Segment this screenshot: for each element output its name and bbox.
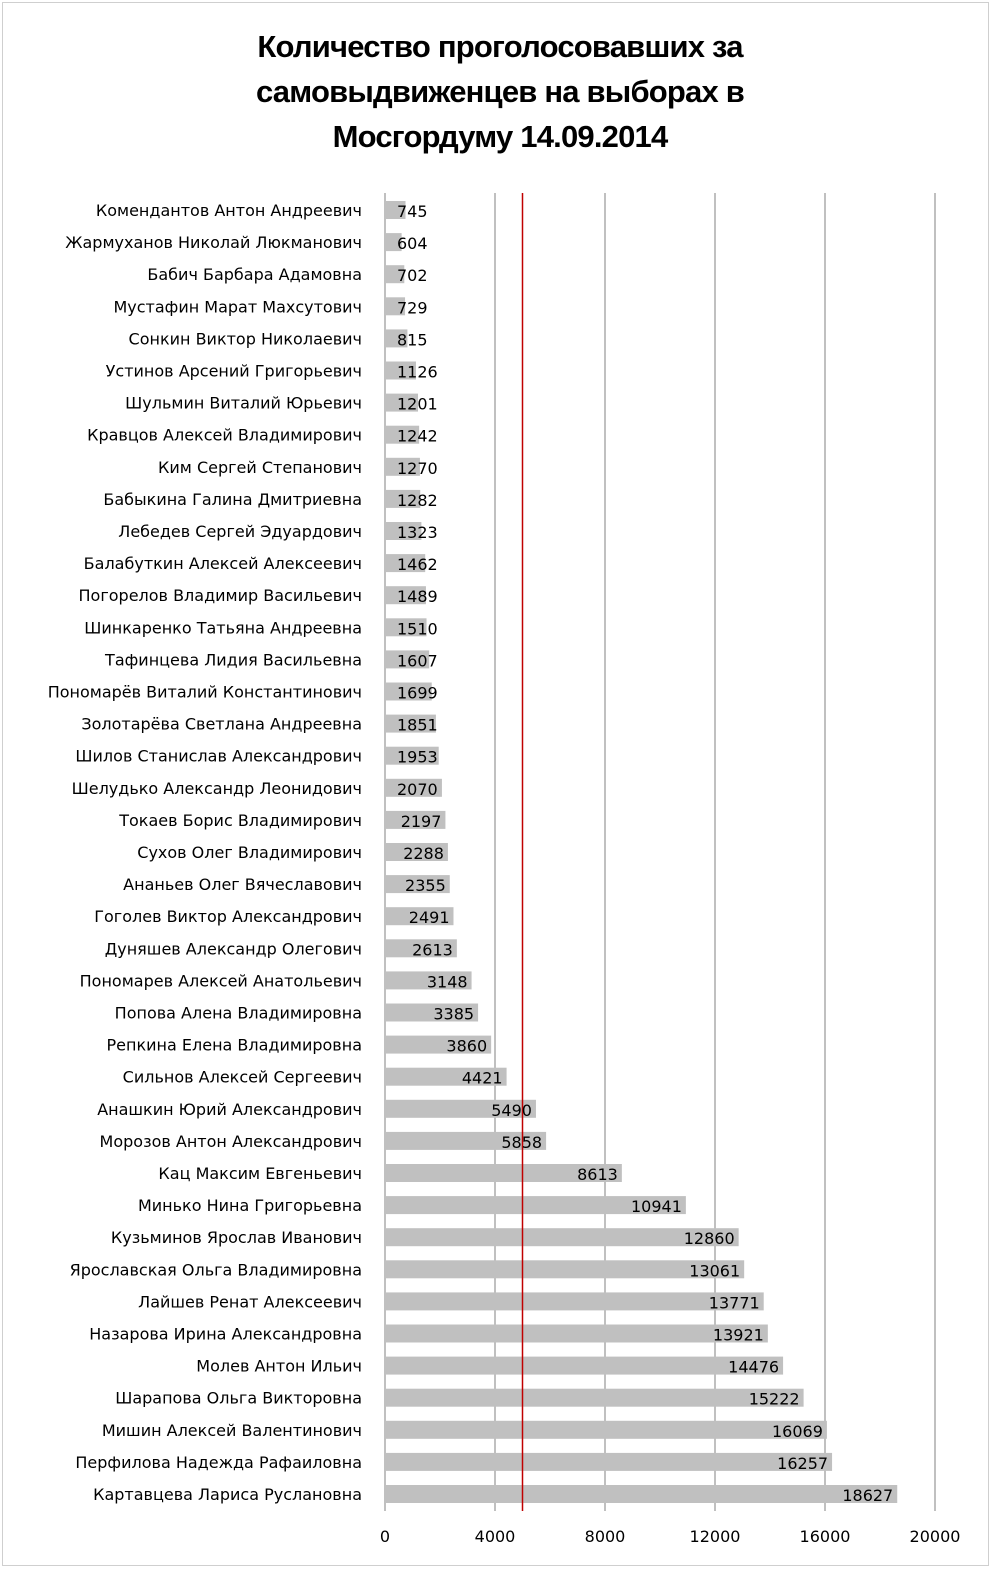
x-tick-label: 20000 — [909, 1527, 961, 1546]
value-label: 13061 — [689, 1261, 741, 1281]
bar — [385, 1485, 897, 1503]
category-label: Погорелов Владимир Васильевич — [78, 586, 362, 606]
value-label: 1953 — [397, 747, 438, 767]
x-tick-label: 8000 — [584, 1527, 626, 1546]
value-label: 1851 — [397, 715, 438, 735]
value-label: 2197 — [400, 811, 442, 831]
chart-title-line-3: Мосгордуму 14.09.2014 — [332, 119, 668, 154]
category-label: Пономарев Алексей Анатольевич — [79, 971, 362, 991]
category-label: Устинов Арсений Григорьевич — [105, 361, 362, 381]
category-label: Сильнов Алексей Сергеевич — [122, 1067, 362, 1087]
bar — [385, 1389, 804, 1407]
value-label: 1323 — [397, 523, 438, 542]
category-label: Репкина Елена Владимировна — [106, 1035, 362, 1055]
value-label: 1462 — [397, 555, 438, 575]
value-label: 2288 — [403, 844, 444, 863]
value-label: 2613 — [412, 940, 453, 960]
value-label: 14476 — [728, 1357, 780, 1377]
value-label: 5490 — [491, 1100, 532, 1120]
category-label: Попова Алена Владимировна — [114, 1003, 362, 1023]
category-label: Минько Нина Григорьевна — [137, 1196, 362, 1216]
category-label: Анашкин Юрий Александрович — [97, 1099, 362, 1119]
category-label: Бабыкина Галина Дмитриевна — [103, 489, 362, 509]
category-label: Шарапова Ольга Викторовна — [115, 1388, 362, 1408]
value-label: 4421 — [461, 1068, 503, 1088]
value-label: 729 — [397, 298, 428, 318]
category-label: Мустафин Марат Махсутович — [113, 297, 362, 317]
value-label: 12860 — [683, 1229, 735, 1249]
gridlines — [385, 193, 935, 1511]
category-label: Бабич Барбара Адамовна — [147, 265, 362, 285]
value-label: 604 — [397, 234, 428, 254]
category-labels — [48, 201, 362, 1504]
category-label: Гоголев Виктор Александрович — [94, 907, 362, 927]
category-label: Морозов Антон Александрович — [99, 1131, 362, 1151]
value-label: 1270 — [397, 458, 438, 478]
bar — [385, 1421, 827, 1439]
category-label: Балабуткин Алексей Алексеевич — [83, 554, 362, 574]
value-label: 1510 — [397, 619, 438, 639]
category-label: Шинкаренко Татьяна Андреевна — [84, 618, 362, 638]
category-label: Кравцов Алексей Владимирович — [87, 425, 362, 445]
value-label: 1126 — [397, 362, 438, 382]
bar — [385, 1292, 764, 1313]
x-tick-label: 12000 — [689, 1527, 741, 1546]
value-label: 1489 — [397, 587, 438, 607]
value-label: 15222 — [748, 1389, 800, 1409]
value-label: 815 — [397, 330, 428, 350]
category-label: Жармуханов Николай Люкманович — [65, 233, 362, 253]
category-label: Токаев Борис Владимирович — [119, 810, 362, 830]
value-label: 702 — [397, 266, 428, 286]
category-label: Сухов Олег Владимирович — [137, 843, 362, 862]
value-label: 10941 — [630, 1197, 682, 1217]
category-label: Лайшев Ренат Алексеевич — [138, 1292, 362, 1312]
category-label: Дуняшев Александр Олегович — [104, 939, 362, 959]
category-label: Сонкин Виктор Николаевич — [128, 329, 362, 349]
value-label: 1607 — [397, 651, 438, 671]
value-label: 5858 — [501, 1132, 543, 1152]
category-label: Тафинцева Лидия Васильевна — [105, 650, 362, 670]
value-label: 3148 — [426, 972, 468, 992]
category-label: Назарова Ирина Александровна — [89, 1324, 362, 1344]
category-label: Ким Сергей Степанович — [158, 457, 362, 477]
category-label: Золотарёва Светлана Андреевна — [81, 714, 362, 734]
bars — [385, 201, 897, 1503]
chart-title-line-2: самовыдвиженцев на выборах в — [255, 74, 745, 109]
category-label: Кац Максим Евгеньевич — [158, 1164, 362, 1183]
x-tick-label: 0 — [379, 1527, 391, 1546]
value-label: 1699 — [397, 683, 438, 703]
value-label: 18627 — [842, 1486, 894, 1505]
bar — [385, 1357, 783, 1375]
category-label: Ананьев Олег Вячеславович — [123, 875, 362, 895]
category-label: Шелудько Александр Леонидович — [71, 778, 362, 798]
value-label: 2070 — [397, 779, 438, 799]
value-label: 3860 — [446, 1036, 488, 1056]
category-label: Картавцева Лариса Руслановна — [93, 1485, 362, 1504]
category-label: Мишин Алексей Валентинович — [101, 1420, 362, 1440]
category-label: Шульмин Виталий Юрьевич — [125, 393, 362, 413]
value-label: 3385 — [433, 1004, 475, 1024]
value-label: 8613 — [577, 1165, 618, 1184]
value-label: 2355 — [405, 876, 446, 896]
category-label: Шилов Станислав Александрович — [75, 746, 362, 766]
value-label: 1242 — [397, 426, 438, 446]
x-tick-label: 16000 — [799, 1527, 851, 1546]
bar — [385, 1325, 768, 1343]
x-tick-label: 4000 — [474, 1527, 516, 1546]
value-label: 1282 — [397, 490, 438, 510]
value-label: 16069 — [771, 1421, 823, 1441]
category-label: Лебедев Сергей Эдуардович — [118, 522, 362, 541]
value-label: 745 — [397, 202, 428, 221]
category-label: Ярославская Ольга Владимировна — [69, 1260, 362, 1280]
value-label: 13771 — [708, 1293, 760, 1313]
category-label: Комендантов Антон Андреевич — [95, 201, 362, 220]
value-label: 2491 — [408, 908, 450, 928]
category-label: Перфилова Надежда Рафаиловна — [75, 1452, 362, 1472]
chart-title-line-1: Количество проголосовавших за — [257, 29, 743, 64]
bar — [385, 1453, 832, 1471]
value-label: 1201 — [397, 394, 438, 414]
value-label: 16257 — [777, 1453, 829, 1473]
x-axis-tick-labels — [380, 1527, 961, 1546]
value-label: 13921 — [712, 1325, 764, 1345]
category-label: Молев Антон Ильич — [196, 1356, 362, 1376]
category-label: Кузьминов Ярослав Иванович — [110, 1228, 362, 1248]
category-label: Пономарёв Виталий Константинович — [47, 682, 362, 702]
